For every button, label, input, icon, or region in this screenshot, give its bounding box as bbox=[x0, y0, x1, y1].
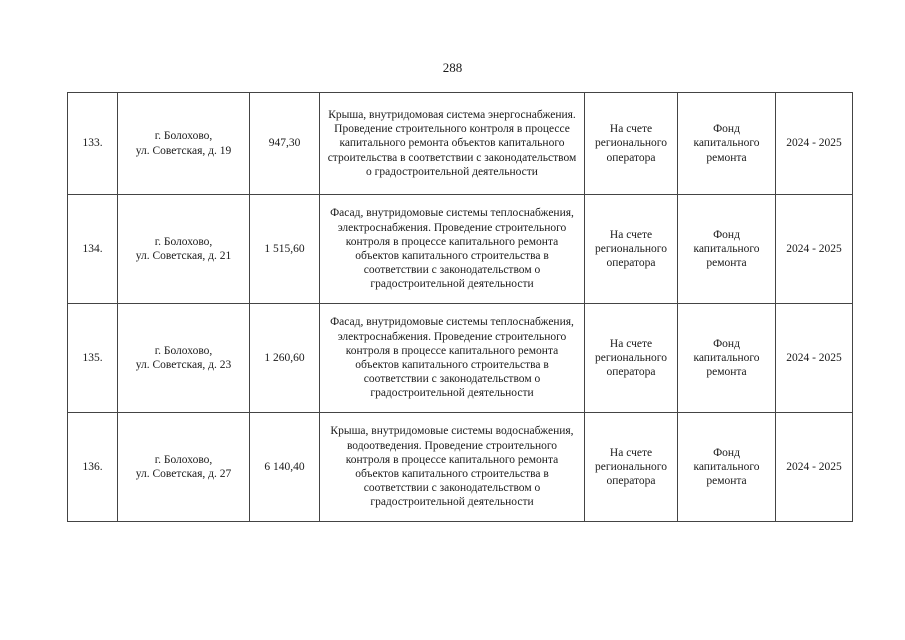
table-row bbox=[68, 304, 853, 413]
row-number: 136. bbox=[68, 413, 118, 522]
funding-source-cell: Фонд капитального ремонта bbox=[678, 93, 776, 195]
table-row bbox=[68, 93, 853, 195]
works-cell: Крыша, внутридомовые системы водоснабжения, водоотведения. Проведение строительного контроля в процессе капитального ремонта объектов капитального строительства в соответствии с законодательством о градостроительной деятельности bbox=[320, 413, 585, 522]
page-number: 288 bbox=[442, 60, 463, 75]
area-cell: 1 515,60 bbox=[250, 195, 320, 304]
account-cell: На счете регионального оператора bbox=[585, 304, 678, 413]
area-cell: 6 140,40 bbox=[250, 413, 320, 522]
funding-source-cell: Фонд капитального ремонта bbox=[678, 304, 776, 413]
address-cell bbox=[118, 304, 250, 413]
address-street: ул. Советская, д. 23 bbox=[135, 359, 232, 371]
address-cell bbox=[118, 195, 250, 304]
address-city: г. Болохово, bbox=[154, 235, 213, 248]
address-cell bbox=[118, 93, 250, 195]
account-cell: На счете регионального оператора bbox=[585, 413, 678, 522]
address-cell bbox=[118, 413, 250, 522]
funding-source-cell: Фонд капитального ремонта bbox=[678, 413, 776, 522]
funding-source-cell: Фонд капитального ремонта bbox=[678, 195, 776, 304]
address-street: ул. Советская, д. 27 bbox=[135, 468, 232, 480]
works-cell: Фасад, внутридомовые системы теплоснабжения, электроснабжения. Проведение строительного контроля в процессе капитального ремонта объектов капитального строительства в соответствии с законодательством о градостроительной деятельности bbox=[320, 195, 585, 304]
table-row bbox=[68, 413, 853, 522]
works-cell: Крыша, внутридомовая система энергоснабжения. Проведение строительного контроля в процессе капитального ремонта объектов капитального строительства в соответствии с законодательством о градостроительной деятельности bbox=[320, 93, 585, 195]
address-city: г. Болохово, bbox=[154, 453, 213, 466]
period-cell: 2024 - 2025 bbox=[776, 304, 853, 413]
period-cell: 2024 - 2025 bbox=[776, 413, 853, 522]
row-number: 134. bbox=[68, 195, 118, 304]
account-cell: На счете регионального оператора bbox=[585, 195, 678, 304]
row-number: 133. bbox=[68, 93, 118, 195]
period-cell: 2024 - 2025 bbox=[776, 195, 853, 304]
address-city: г. Болохово, bbox=[154, 130, 213, 143]
area-cell: 1 260,60 bbox=[250, 304, 320, 413]
table-row bbox=[68, 195, 853, 304]
row-number: 135. bbox=[68, 304, 118, 413]
address-city: г. Болохово, bbox=[154, 344, 213, 357]
works-cell: Фасад, внутридомовые системы теплоснабжения, электроснабжения. Проведение строительного контроля в процессе капитального ремонта объектов капитального строительства в соответствии с законодательством о градостроительной деятельности bbox=[320, 304, 585, 413]
address-street: ул. Советская, д. 19 bbox=[135, 144, 232, 157]
capital-repair-table bbox=[67, 92, 853, 522]
account-cell: На счете регионального оператора bbox=[585, 93, 678, 195]
address-street: ул. Советская, д. 21 bbox=[135, 250, 232, 262]
area-cell: 947,30 bbox=[250, 93, 320, 195]
period-cell: 2024 - 2025 bbox=[776, 93, 853, 195]
